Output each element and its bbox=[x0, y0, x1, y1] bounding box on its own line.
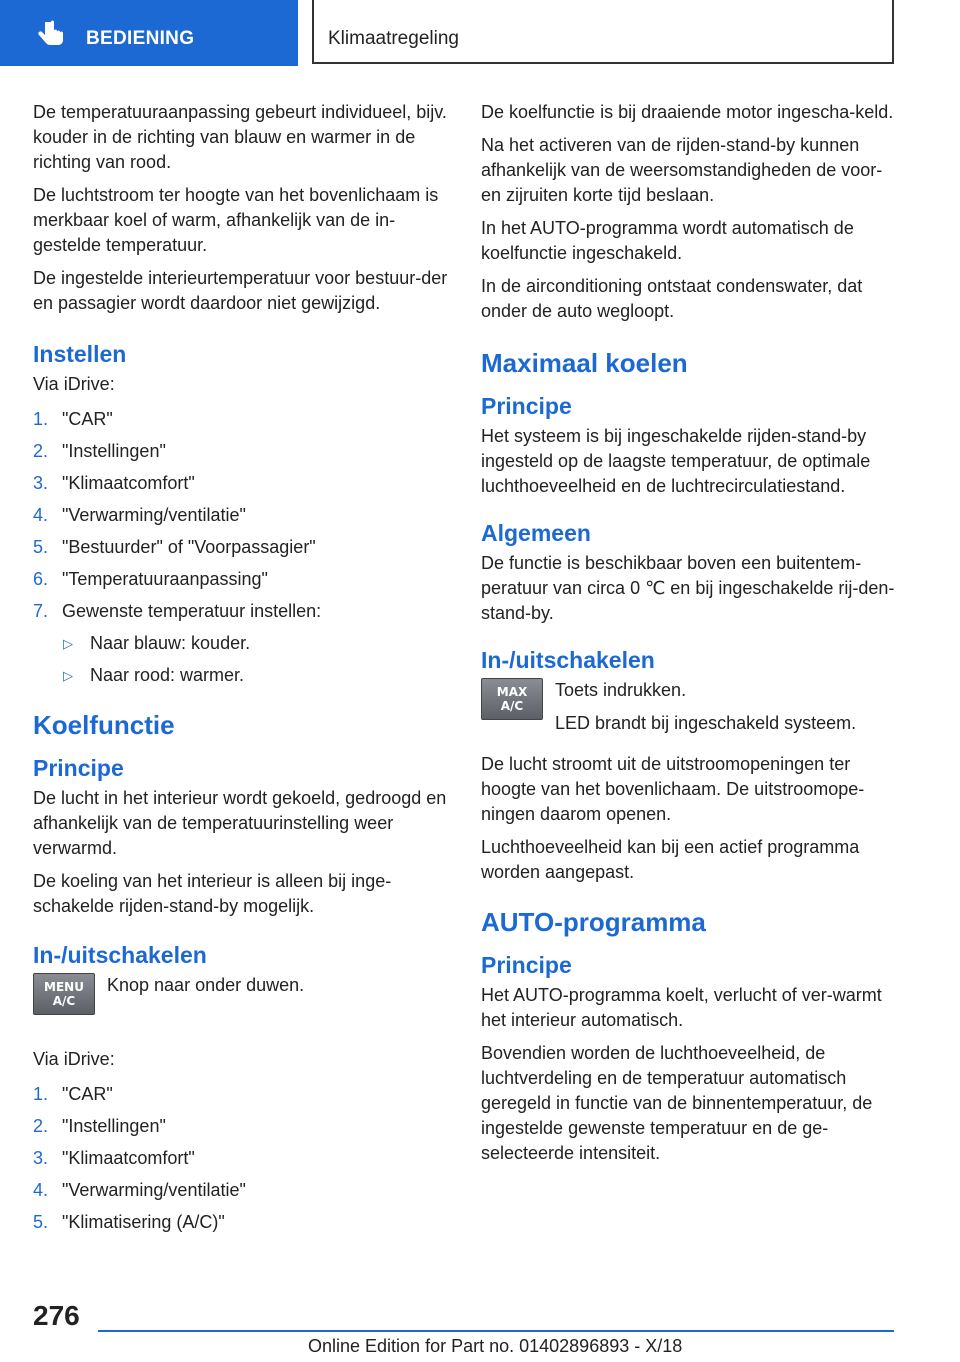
heading-in-uitschakelen: In-/uitschakelen bbox=[481, 647, 655, 673]
list-item bbox=[33, 1114, 449, 1139]
step-text: "CAR" bbox=[62, 1084, 113, 1104]
heading-koelfunctie: Koelfunctie bbox=[33, 710, 175, 740]
left-column bbox=[33, 100, 449, 1242]
list-item bbox=[33, 1210, 449, 1235]
heading-principe: Principe bbox=[481, 952, 572, 978]
instellen-steps bbox=[33, 407, 449, 688]
button-label: MAX bbox=[496, 685, 528, 699]
step-number: 7. bbox=[33, 601, 49, 621]
button-label: A/C bbox=[52, 994, 76, 1008]
step-text: "Klimaatcomfort" bbox=[62, 1148, 195, 1168]
heading-algemeen: Algemeen bbox=[481, 520, 591, 546]
list-item bbox=[33, 599, 449, 624]
paragraph: Knop naar onder duwen. bbox=[107, 975, 305, 995]
step-number: 5. bbox=[33, 1212, 49, 1232]
step-text: "Instellingen" bbox=[62, 1116, 166, 1136]
menu-ac-button-icon bbox=[33, 973, 95, 1015]
paragraph: Via iDrive: bbox=[33, 374, 115, 394]
heading-auto-programma: AUTO-programma bbox=[481, 907, 706, 937]
paragraph: De functie is beschikbaar boven een buitentem-peratuur van circa 0 ℃ en bij ingeschakelde rij-den-stand-by. bbox=[481, 553, 895, 623]
paragraph: De lucht stroomt uit de uitstroomopeningen ter hoogte van het bovenlichaam. De uitstroomope-ningen daarom openen. bbox=[481, 754, 865, 824]
step-number: 5. bbox=[33, 537, 49, 557]
max-ac-button-icon bbox=[481, 678, 543, 720]
step-text: "Verwarming/ventilatie" bbox=[62, 505, 246, 525]
list-item bbox=[33, 1082, 449, 1107]
list-item bbox=[33, 535, 449, 560]
paragraph: De koeling van het interieur is alleen bij inge-schakelde rijden-stand-by mogelijk. bbox=[33, 871, 392, 916]
paragraph: De temperatuuraanpassing gebeurt individueel, bijv. kouder in de richting van blauw en warmer in de richting van rood. bbox=[33, 102, 447, 172]
paragraph: Luchthoeveelheid kan bij een actief programma worden aangepast. bbox=[481, 837, 860, 882]
triangle-bullet-icon: ▷ bbox=[63, 636, 73, 651]
paragraph: De ingestelde interieurtemperatuur voor bestuur-der en passagier wordt daardoor niet gewijzigd. bbox=[33, 268, 448, 313]
step-text: "Klimatisering (A/C)" bbox=[62, 1212, 225, 1232]
paragraph: Het systeem is bij ingeschakelde rijden-stand-by ingesteld op de laagste temperatuur, de optimale luchthoeveelheid en de luchtrecirculatiestand. bbox=[481, 426, 871, 496]
paragraph: Via iDrive: bbox=[33, 1049, 115, 1069]
step-text: "Instellingen" bbox=[62, 441, 166, 461]
paragraph: De luchtstroom ter hoogte van het bovenlichaam is merkbaar koel of warm, afhankelijk van de in-gestelde temperatuur. bbox=[33, 185, 439, 255]
step-number: 2. bbox=[33, 441, 49, 461]
button-label: MENU bbox=[44, 980, 84, 994]
list-item bbox=[33, 471, 449, 496]
section-label: BEDIENING bbox=[86, 28, 195, 49]
page-title: Klimaatregeling bbox=[328, 28, 459, 49]
triangle-bullet-icon: ▷ bbox=[63, 668, 73, 683]
paragraph: De lucht in het interieur wordt gekoeld, gedroogd en afhankelijk van de temperatuurinstelling weer verwarmd. bbox=[33, 788, 447, 858]
menu-ac-row bbox=[33, 973, 449, 1039]
paragraph: Na het activeren van de rijden-stand-by kunnen afhankelijk van de weersomstandigheden de voor- en zijruiten korte tijd beslaan. bbox=[481, 135, 883, 205]
paragraph: Toets indrukken. bbox=[555, 680, 687, 700]
list-item bbox=[33, 1146, 449, 1171]
list-item bbox=[33, 439, 449, 464]
step-number: 3. bbox=[33, 473, 49, 493]
list-item bbox=[33, 503, 449, 528]
paragraph: Het AUTO-programma koelt, verlucht of ver-warmt het interieur automatisch. bbox=[481, 985, 882, 1030]
step-number: 1. bbox=[33, 409, 49, 429]
step-number: 3. bbox=[33, 1148, 49, 1168]
step-number: 1. bbox=[33, 1084, 49, 1104]
sub-step-text: Naar blauw: kouder. bbox=[90, 633, 251, 653]
heading-instellen: Instellen bbox=[33, 341, 127, 367]
step-text: "Verwarming/ventilatie" bbox=[62, 1180, 246, 1200]
footer-divider bbox=[98, 1330, 894, 1332]
list-item bbox=[33, 1178, 449, 1203]
step-text: Gewenste temperatuur instellen: bbox=[62, 601, 322, 621]
page-number: 276 bbox=[33, 1300, 80, 1331]
sub-list-item bbox=[33, 631, 449, 656]
list-item bbox=[33, 407, 449, 432]
list-item bbox=[33, 567, 449, 592]
paragraph: In het AUTO-programma wordt automatisch de koelfunctie ingeschakeld. bbox=[481, 218, 854, 263]
right-column bbox=[481, 100, 897, 1174]
max-ac-row bbox=[481, 678, 897, 744]
step-text: "Bestuurder" of "Voorpassagier" bbox=[62, 537, 316, 557]
heading-principe: Principe bbox=[33, 755, 124, 781]
sub-list-item bbox=[33, 663, 449, 688]
step-text: "Temperatuuraanpassing" bbox=[62, 569, 268, 589]
koel-steps bbox=[33, 1082, 449, 1235]
paragraph: LED brandt bij ingeschakeld systeem. bbox=[555, 713, 857, 733]
paragraph: De koelfunctie is bij draaiende motor ingescha-keld. bbox=[481, 102, 894, 122]
step-number: 4. bbox=[33, 505, 49, 525]
sub-step-text: Naar rood: warmer. bbox=[90, 665, 245, 685]
step-number: 4. bbox=[33, 1180, 49, 1200]
heading-maximaal-koelen: Maximaal koelen bbox=[481, 348, 688, 378]
heading-in-uitschakelen: In-/uitschakelen bbox=[33, 942, 207, 968]
heading-principe: Principe bbox=[481, 393, 572, 419]
step-number: 6. bbox=[33, 569, 49, 589]
step-number: 2. bbox=[33, 1116, 49, 1136]
button-label: A/C bbox=[500, 699, 524, 713]
hand-pointer-icon bbox=[36, 20, 66, 48]
edition-note: Online Edition for Part no. 01402896893 - X/18 bbox=[308, 1336, 683, 1356]
page-header bbox=[0, 0, 960, 66]
section-tab bbox=[0, 0, 298, 66]
page-title-box bbox=[312, 0, 894, 64]
paragraph: In de airconditioning ontstaat condenswater, dat onder de auto wegloopt. bbox=[481, 276, 863, 321]
paragraph: Bovendien worden de luchthoeveelheid, de luchtverdeling en de temperatuur automatisch geregeld in functie van de binnentemperatuur, de ingestelde gewenste temperatuur en de ge-selecteerde intensiteit. bbox=[481, 1043, 873, 1163]
step-text: "Klimaatcomfort" bbox=[62, 473, 195, 493]
step-text: "CAR" bbox=[62, 409, 113, 429]
